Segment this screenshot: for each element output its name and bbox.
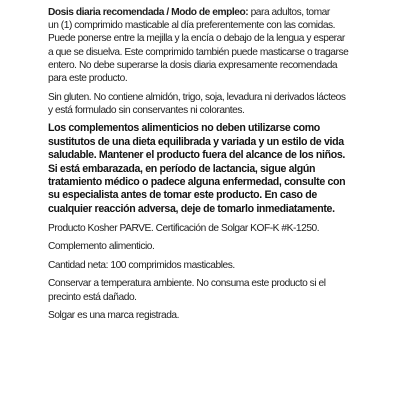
dosage-line-5: entero. No debe superarse la dosis diaria expresamente recomendada bbox=[48, 59, 338, 71]
trademark-text: Solgar es una marca registrada. bbox=[48, 310, 180, 322]
dosage-text: para adultos, tomar bbox=[250, 7, 330, 18]
kosher-certification bbox=[48, 222, 354, 235]
warning-line-1: Los complementos alimenticios no deben utilizarse como bbox=[48, 122, 320, 135]
dosage-line-4: a que se disuelva. Este comprimido también puede masticarse o tragarse bbox=[48, 46, 349, 58]
storage-instructions bbox=[48, 277, 354, 303]
dosage-instructions bbox=[48, 6, 354, 85]
storage-line-1: Conservar a temperatura ambiente. No consuma este producto si el bbox=[48, 278, 326, 290]
dosage-heading: Dosis diaria recomendada / Modo de empleo: bbox=[48, 7, 249, 18]
dosage-line-3: Puede ponerse entre la mejilla y la encía o debajo de la lengua y esperar bbox=[48, 33, 345, 45]
allergen-line-2: y está formulado sin conservantes ni colorantes. bbox=[48, 104, 245, 116]
kosher-text: Producto Kosher PARVE. Certificación de Solgar KOF-K #K-1250. bbox=[48, 222, 320, 234]
supplement-statement bbox=[48, 240, 354, 253]
net-quantity-text: Cantidad neta: 100 comprimidos masticables. bbox=[48, 259, 235, 271]
product-label-text bbox=[48, 6, 354, 322]
supplement-text: Complemento alimenticio. bbox=[48, 241, 155, 253]
dosage-line-2: un (1) comprimido masticable al día preferentemente con las comidas. bbox=[48, 20, 336, 32]
warning-line-5: tratamiento médico o padece alguna enfermedad, consulte con bbox=[48, 176, 346, 189]
warning-line-7: cualquier reacción adversa, deje de tomarlo inmediatamente. bbox=[48, 202, 335, 215]
warning-line-4: Si está embarazada, en período de lactancia, sigue algún bbox=[48, 162, 316, 175]
warnings-statement bbox=[48, 122, 354, 216]
storage-line-2: precinto está dañado. bbox=[48, 291, 137, 303]
allergen-statement bbox=[48, 91, 354, 117]
warning-line-3: saludable. Mantener el producto fuera del alcance de los niños. bbox=[48, 149, 346, 162]
trademark-notice bbox=[48, 309, 354, 322]
allergen-line-1: Sin gluten. No contiene almidón, trigo, soja, levadura ni derivados lácteos bbox=[48, 91, 346, 103]
dosage-line-1 bbox=[48, 6, 354, 19]
dosage-line-6: para este producto. bbox=[48, 73, 128, 85]
warning-line-2: sustitutos de una dieta equilibrada y variada y un estilo de vida bbox=[48, 135, 344, 148]
warning-line-6: su especialista antes de tomar este producto. En caso de bbox=[48, 189, 317, 202]
net-quantity bbox=[48, 259, 354, 272]
